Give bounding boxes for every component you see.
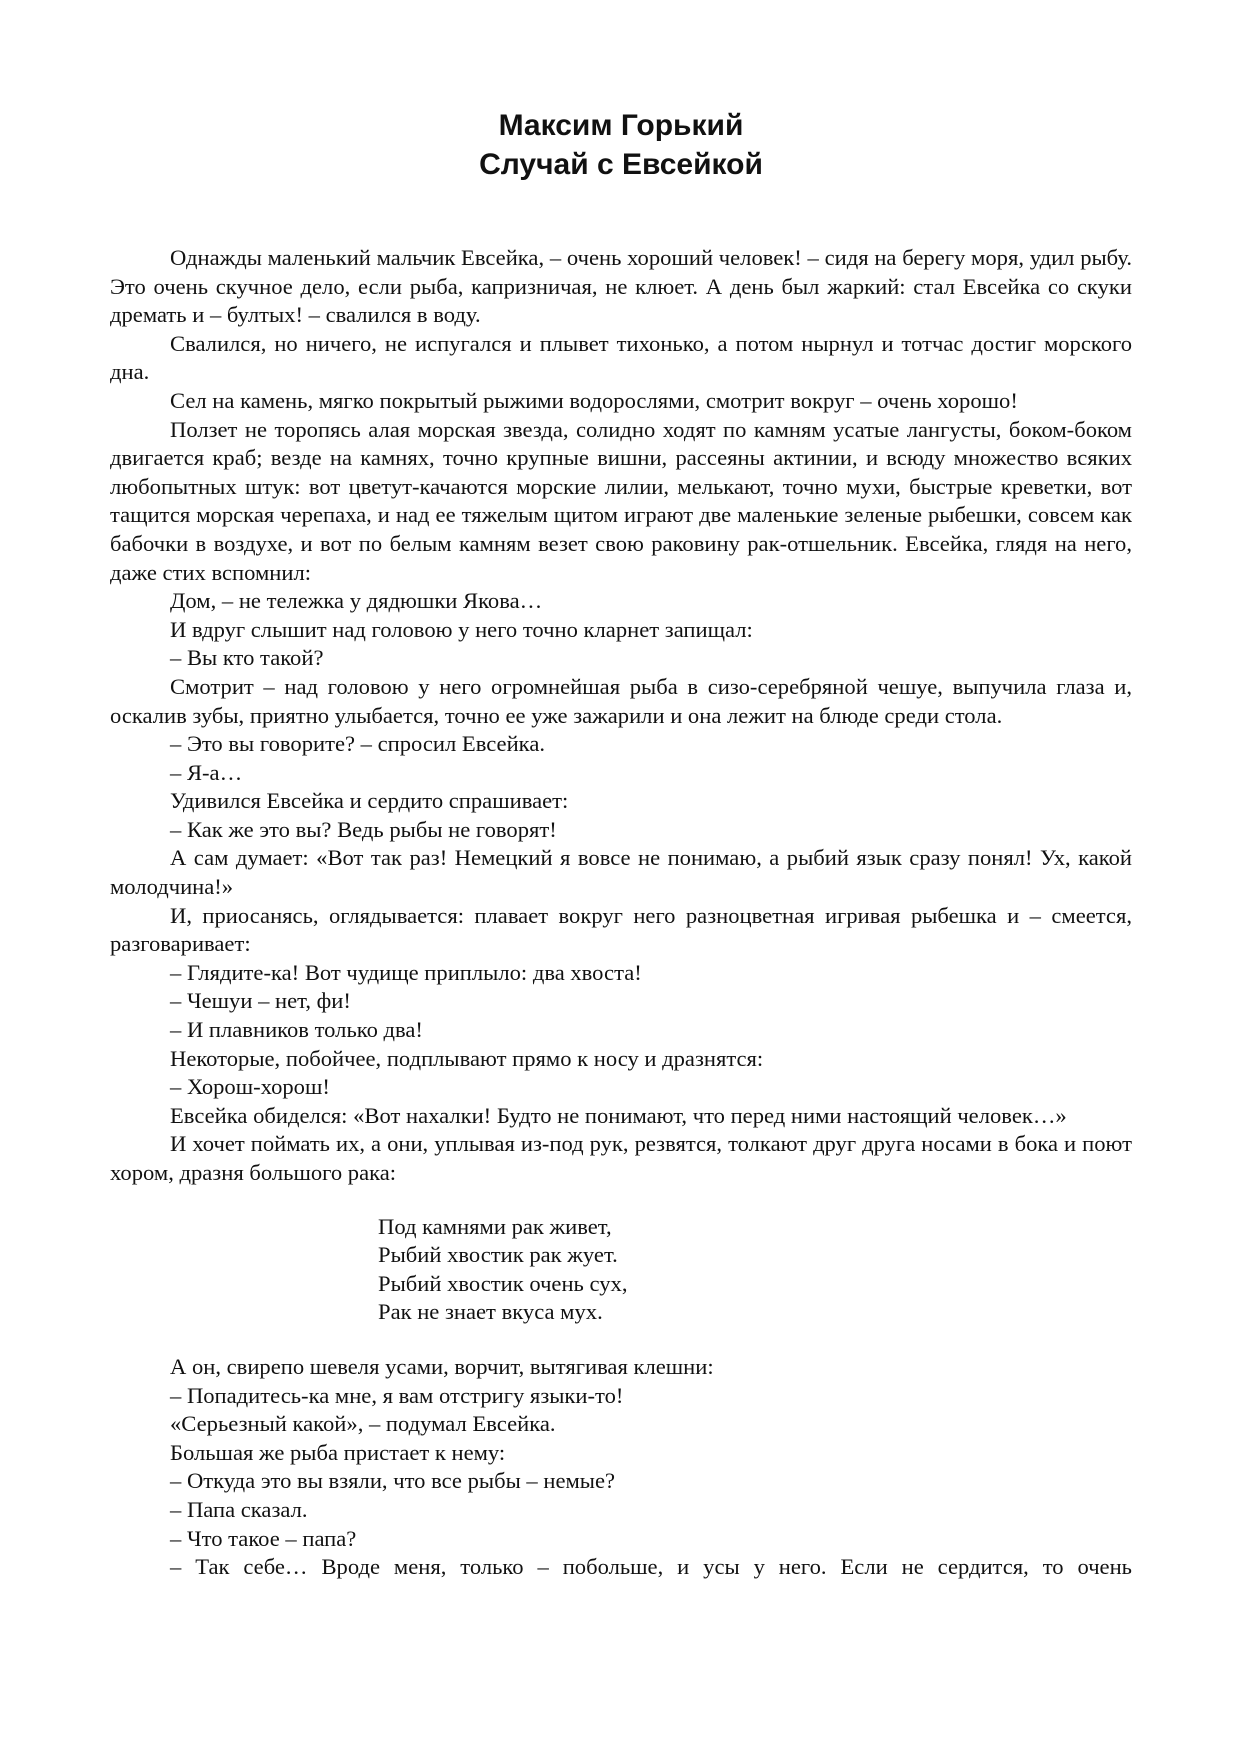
dialogue-line: – Откуда это вы взяли, что все рыбы – немые? (170, 1468, 616, 1494)
paragraph: Евсейка обиделся: «Вот нахалки! Будто не понимают, что перед ними настоящий человек…» (170, 1102, 1067, 1128)
paragraph: «Серьезный какой», – подумал Евсейка. (170, 1411, 556, 1437)
paragraph: Дом, – не тележка у дядюшки Якова… (170, 588, 543, 614)
paragraph: Некоторые, побойчее, подплывают прямо к носу и дразнятся: (170, 1045, 764, 1071)
poem-line: Рак не знает вкуса мух. (378, 1299, 603, 1325)
paragraph: А он, свирепо шевеля усами, ворчит, вытягивая клешни: (170, 1353, 714, 1379)
dialogue-line: – Попадитесь-ка мне, я вам отстригу языки-то! (170, 1382, 624, 1408)
dialogue-line: – Вы кто такой? (170, 645, 324, 671)
dialogue-line: – Как же это вы? Ведь рыбы не говорят! (170, 816, 557, 842)
paragraph: А сам думает: «Вот так раз! Немецкий я вовсе не понимаю, а рыбий язык сразу понял! Ух, какой молодчина!» (110, 845, 1132, 900)
dialogue-line: – Глядите-ка! Вот чудище приплыло: два хвоста! (170, 959, 642, 985)
title-block (0, 106, 1242, 184)
story-body (110, 244, 1132, 1582)
story-title: Случай с Евсейкой (479, 148, 763, 181)
paragraph: И, приосанясь, оглядывается: плавает вокруг него разноцветная игривая рыбешка и – смеется, разговаривает: (110, 902, 1132, 957)
poem-line: Рыбий хвостик рак жует. (378, 1242, 618, 1268)
paragraph: Большая же рыба пристает к нему: (170, 1439, 506, 1465)
paragraph: Удивился Евсейка и сердито спрашивает: (170, 788, 569, 814)
dialogue-line: – Так себе… Вроде меня, только – побольше, и усы у него. Если не сердится, то очень (170, 1554, 1132, 1580)
poem-stanza (378, 1213, 1132, 1327)
dialogue-line: – Хорош-хорош! (170, 1074, 330, 1100)
poem-line: Рыбий хвостик очень сух, (378, 1270, 628, 1296)
dialogue-line: – Я-а… (170, 759, 243, 785)
paragraph: Ползет не торопясь алая морская звезда, солидно ходят по камням усатые лангусты, боком-боком двигается краб; везде на камнях, точно крупные вишни, рассеяны актинии, и всюду множество всяких любопытных штук: вот цветут-качаются морские лилии, мелькают, точно мухи, быстрые креветки, вот тащится морская черепаха, и над ее тяжелым щитом играют две маленькие зеленые рыбешки, совсем как бабочки в воздухе, и вот по белым камням везет свою раковину рак-отшельник. Евсейка, глядя на него, даже стих вспомнил: (110, 416, 1132, 585)
paragraph: И вдруг слышит над головою у него точно кларнет запищал: (170, 616, 753, 642)
dialogue-line: – Что такое – папа? (170, 1525, 357, 1551)
poem-line: Под камнями рак живет, (378, 1213, 612, 1239)
dialogue-line: – Папа сказал. (170, 1496, 308, 1522)
dialogue-line: – Чешуи – нет, фи! (170, 988, 351, 1014)
paragraph: Смотрит – над головою у него огромнейшая рыба в сизо-серебряной чешуе, выпучила глаза и, оскалив зубы, приятно улыбается, точно ее уже зажарили и она лежит на блюде среди стола. (110, 673, 1132, 728)
dialogue-line: – Это вы говорите? – спросил Евсейка. (170, 731, 545, 757)
paragraph: Однажды маленький мальчик Евсейка, – очень хороший человек! – сидя на берегу моря, удил рыбу. Это очень скучное дело, если рыба, капризничая, не клюет. А день был жаркий: стал Евсейка со скуки дремать и – бултых! – свалился в воду. (110, 245, 1132, 328)
dialogue-line: – И плавников только два! (170, 1017, 423, 1043)
author-name: Максим Горький (498, 109, 744, 142)
paragraph: Сел на камень, мягко покрытый рыжими водорослями, смотрит вокруг – очень хорошо! (170, 387, 1018, 413)
paragraph: Свалился, но ничего, не испугался и плывет тихонько, а потом нырнул и тотчас достиг морского дна. (110, 330, 1132, 385)
paragraph: И хочет поймать их, а они, уплывая из-под рук, резвятся, толкают друг друга носами в бока и поют хором, дразня большого рака: (110, 1131, 1132, 1185)
